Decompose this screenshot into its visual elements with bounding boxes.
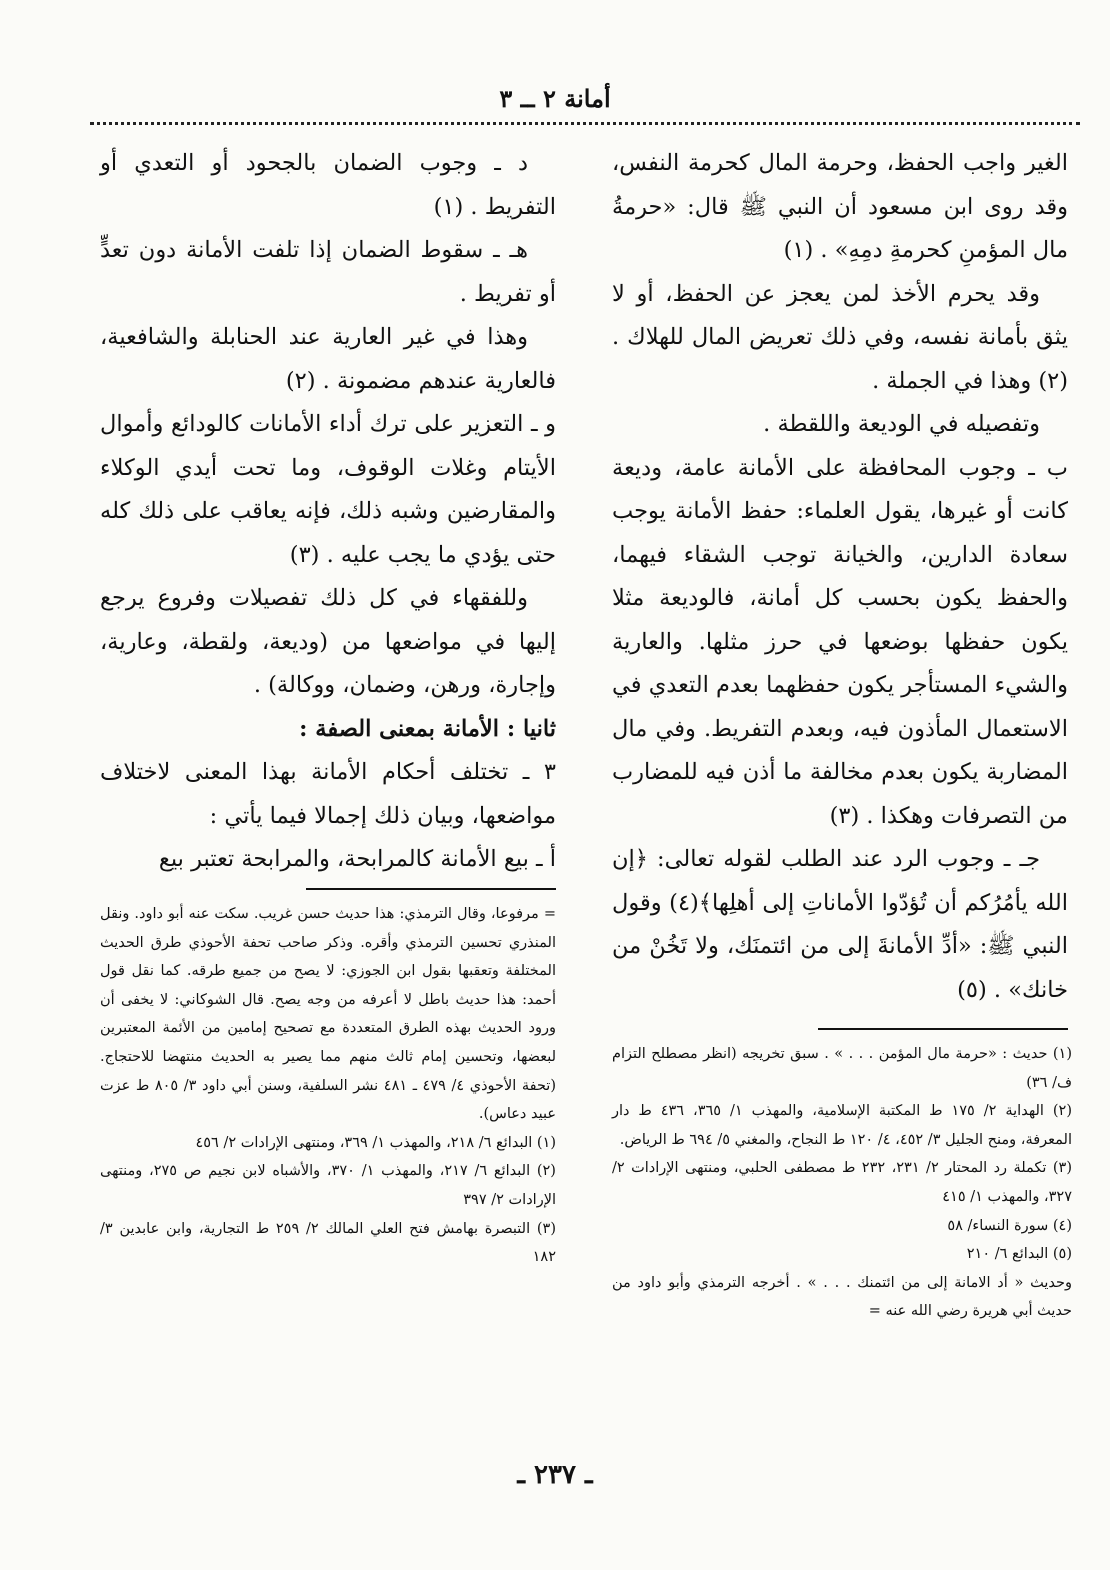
right-text-column	[612, 142, 1068, 1012]
running-header: أمانة ٢ ــ ٣	[499, 84, 611, 113]
paragraph: وللفقهاء في كل ذلك تفصيلات وفروع يرجع إليها في مواضعها من (وديعة، ولقطة، وعارية، وإجارة، ورهن، وضمان، ووكالة) .	[100, 585, 556, 698]
paragraph: ب ـ وجوب المحافظة على الأمانة عامة، وديعة كانت أو غيرها، يقول العلماء: حفظ الأمانة يوجب سعادة الدارين، والخيانة توجب الشقاء فيهما، والحفظ يكون بحسب كل أمانة، فالوديعة مثلا يكون حفظها بوضعها في حرز مثلها. والعارية والشيء المستأجر يكون حفظهما بعدم التعدي في الاستعمال المأذون فيه، وبعدم التفريط. وفي مال المضاربة يكون بعدم مخالفة ما أذن فيه للمضارب من التصرفات وهكذا . (٣)	[612, 454, 1068, 829]
footnote: (٣) تكملة رد المحتار ٢/ ٢٣١، ٢٣٢ ط مصطفى الحلبي، ومنتهى الإرادات ٢/ ٣٢٧، والمهذب ١/ ٤١٥	[612, 1160, 1072, 1205]
paragraph: أ ـ بيع الأمانة كالمرابحة، والمرابحة تعتبر بيع	[158, 846, 556, 872]
paragraph: وهذا في غير العارية عند الحنابلة والشافعية، فالعارية عندهم مضمونة . (٢)	[100, 324, 556, 394]
header-dotted-divider	[90, 122, 1080, 125]
footnote: (٥) البدائع ٦/ ٢١٠	[966, 1246, 1072, 1263]
footnotes-right	[612, 1040, 1072, 1326]
left-text-column	[100, 142, 556, 882]
footnote-divider-right	[818, 1028, 1068, 1030]
paragraph: وقد يحرم الأخذ لمن يعجز عن الحفظ، أو لا يثق بأمانة نفسه، وفي ذلك تعريض المال للهلاك . (٢) وهذا في الجملة .	[612, 280, 1068, 394]
footnote: (٢) الهداية ٢/ ١٧٥ ط المكتبة الإسلامية، والمهذب ١/ ٣٦٥، ٤٣٦ ط دار المعرفة، ومنح الجليل ٣/ ٤٥٢، ٤/ ١٢٠ ط النجاح، والمغني ٥/ ٦٩٤ ط الرياض.	[612, 1103, 1072, 1148]
paragraph: و ـ التعزير على ترك أداء الأمانات كالودائع وأموال الأيتام وغلات الوقوف، وما تحت أيدي الوكلاء والمقارضين وشبه ذلك، فإنه يعاقب على ذلك كله حتى يؤدي ما يجب عليه . (٣)	[100, 411, 556, 568]
footnote: (٤) سورة النساء/ ٥٨	[947, 1217, 1072, 1234]
page-number: ـ ٢٣٧ ـ	[517, 1460, 593, 1490]
section-heading: ثانيا : الأمانة بمعنى الصفة :	[299, 715, 556, 742]
footnotes-left	[100, 900, 556, 1272]
footnote: (١) البدائع ٦/ ٢١٨، والمهذب ١/ ٣٦٩، ومنتهى الإرادات ٢/ ٤٥٦	[195, 1134, 556, 1151]
footnote: (٢) البدائع ٦/ ٢١٧، والمهذب ١/ ٣٧٠، والأشباه لابن نجيم ص ٢٧٥، ومنتهى الإرادات ٢/ ٣٩٧	[100, 1163, 556, 1208]
paragraph: وتفصيله في الوديعة واللقطة .	[763, 411, 1040, 437]
footnote: وحديث « أد الامانة إلى من ائتمنك . . . » . أخرجه الترمذي وأبو داود من حديث أبي هريرة رضي الله عنه =	[612, 1274, 1072, 1320]
paragraph: ٣ ـ تختلف أحكام الأمانة بهذا المعنى لاختلاف مواضعها، وبيان ذلك إجمالا فيما يأتي :	[100, 759, 556, 829]
footnote: (١) حديث : «حرمة مال المؤمن . . . » . سبق تخريجه (انظر مصطلح التزام ف/ ٣٦)	[612, 1046, 1072, 1091]
paragraph: جـ ـ وجوب الرد عند الطلب لقوله تعالى: ﴿إن الله يأمُرُكم أن تُؤدّوا الأماناتِ إلى أهلِها﴾(٤) وقول النبي ﷺ: «أدِّ الأمانةَ إلى من ائتمنَك، ولا تَخُنْ من خانك» . (٥)	[612, 846, 1068, 1003]
footnote: (٣) التبصرة بهامش فتح العلي المالك ٢/ ٢٥٩ ط التجارية، وابن عابدين ٣/ ١٨٢	[100, 1220, 557, 1266]
footnote: = مرفوعا، وقال الترمذي: هذا حديث حسن غريب. سكت عنه أبو داود. ونقل المنذري تحسين الترمذي وأقره. وذكر صاحب تحفة الأحوذي طرق الحديث المختلفة وتعقبها بقول ابن الجوزي: لا يصح من جميع طرقه. كما نقل قول أحمد: هذا حديث باطل لا أعرفه من وجه يصح. قال الشوكاني: لا يخفى أن ورود الحديث بهذه الطرق المتعددة مع تصحيح إمامين من الأئمة المعتبرين لبعضها، وتحسين إمام ثالث منهم مما يصير به الحديث منتهضا للاحتجاج. (تحفة الأحوذي ٤/ ٤٧٩ ـ ٤٨١ نشر السلفية، وسنن أبي داود ٣/ ٨٠٥ ط عزت عبيد دعاس).	[100, 906, 556, 1123]
footnote-divider-left	[306, 888, 556, 890]
paragraph: الغير واجب الحفظ، وحرمة المال كحرمة النفس، وقد روى ابن مسعود أن النبي ﷺ قال: «حرمةُ مال المؤمنِ كحرمةِ دمِهِ» . (١)	[612, 150, 1068, 263]
paragraph: هـ ـ سقوط الضمان إذا تلفت الأمانة دون تعدٍّ أو تفريط .	[100, 237, 556, 307]
paragraph: د ـ وجوب الضمان بالجحود أو التعدي أو التفريط . (١)	[100, 150, 556, 220]
